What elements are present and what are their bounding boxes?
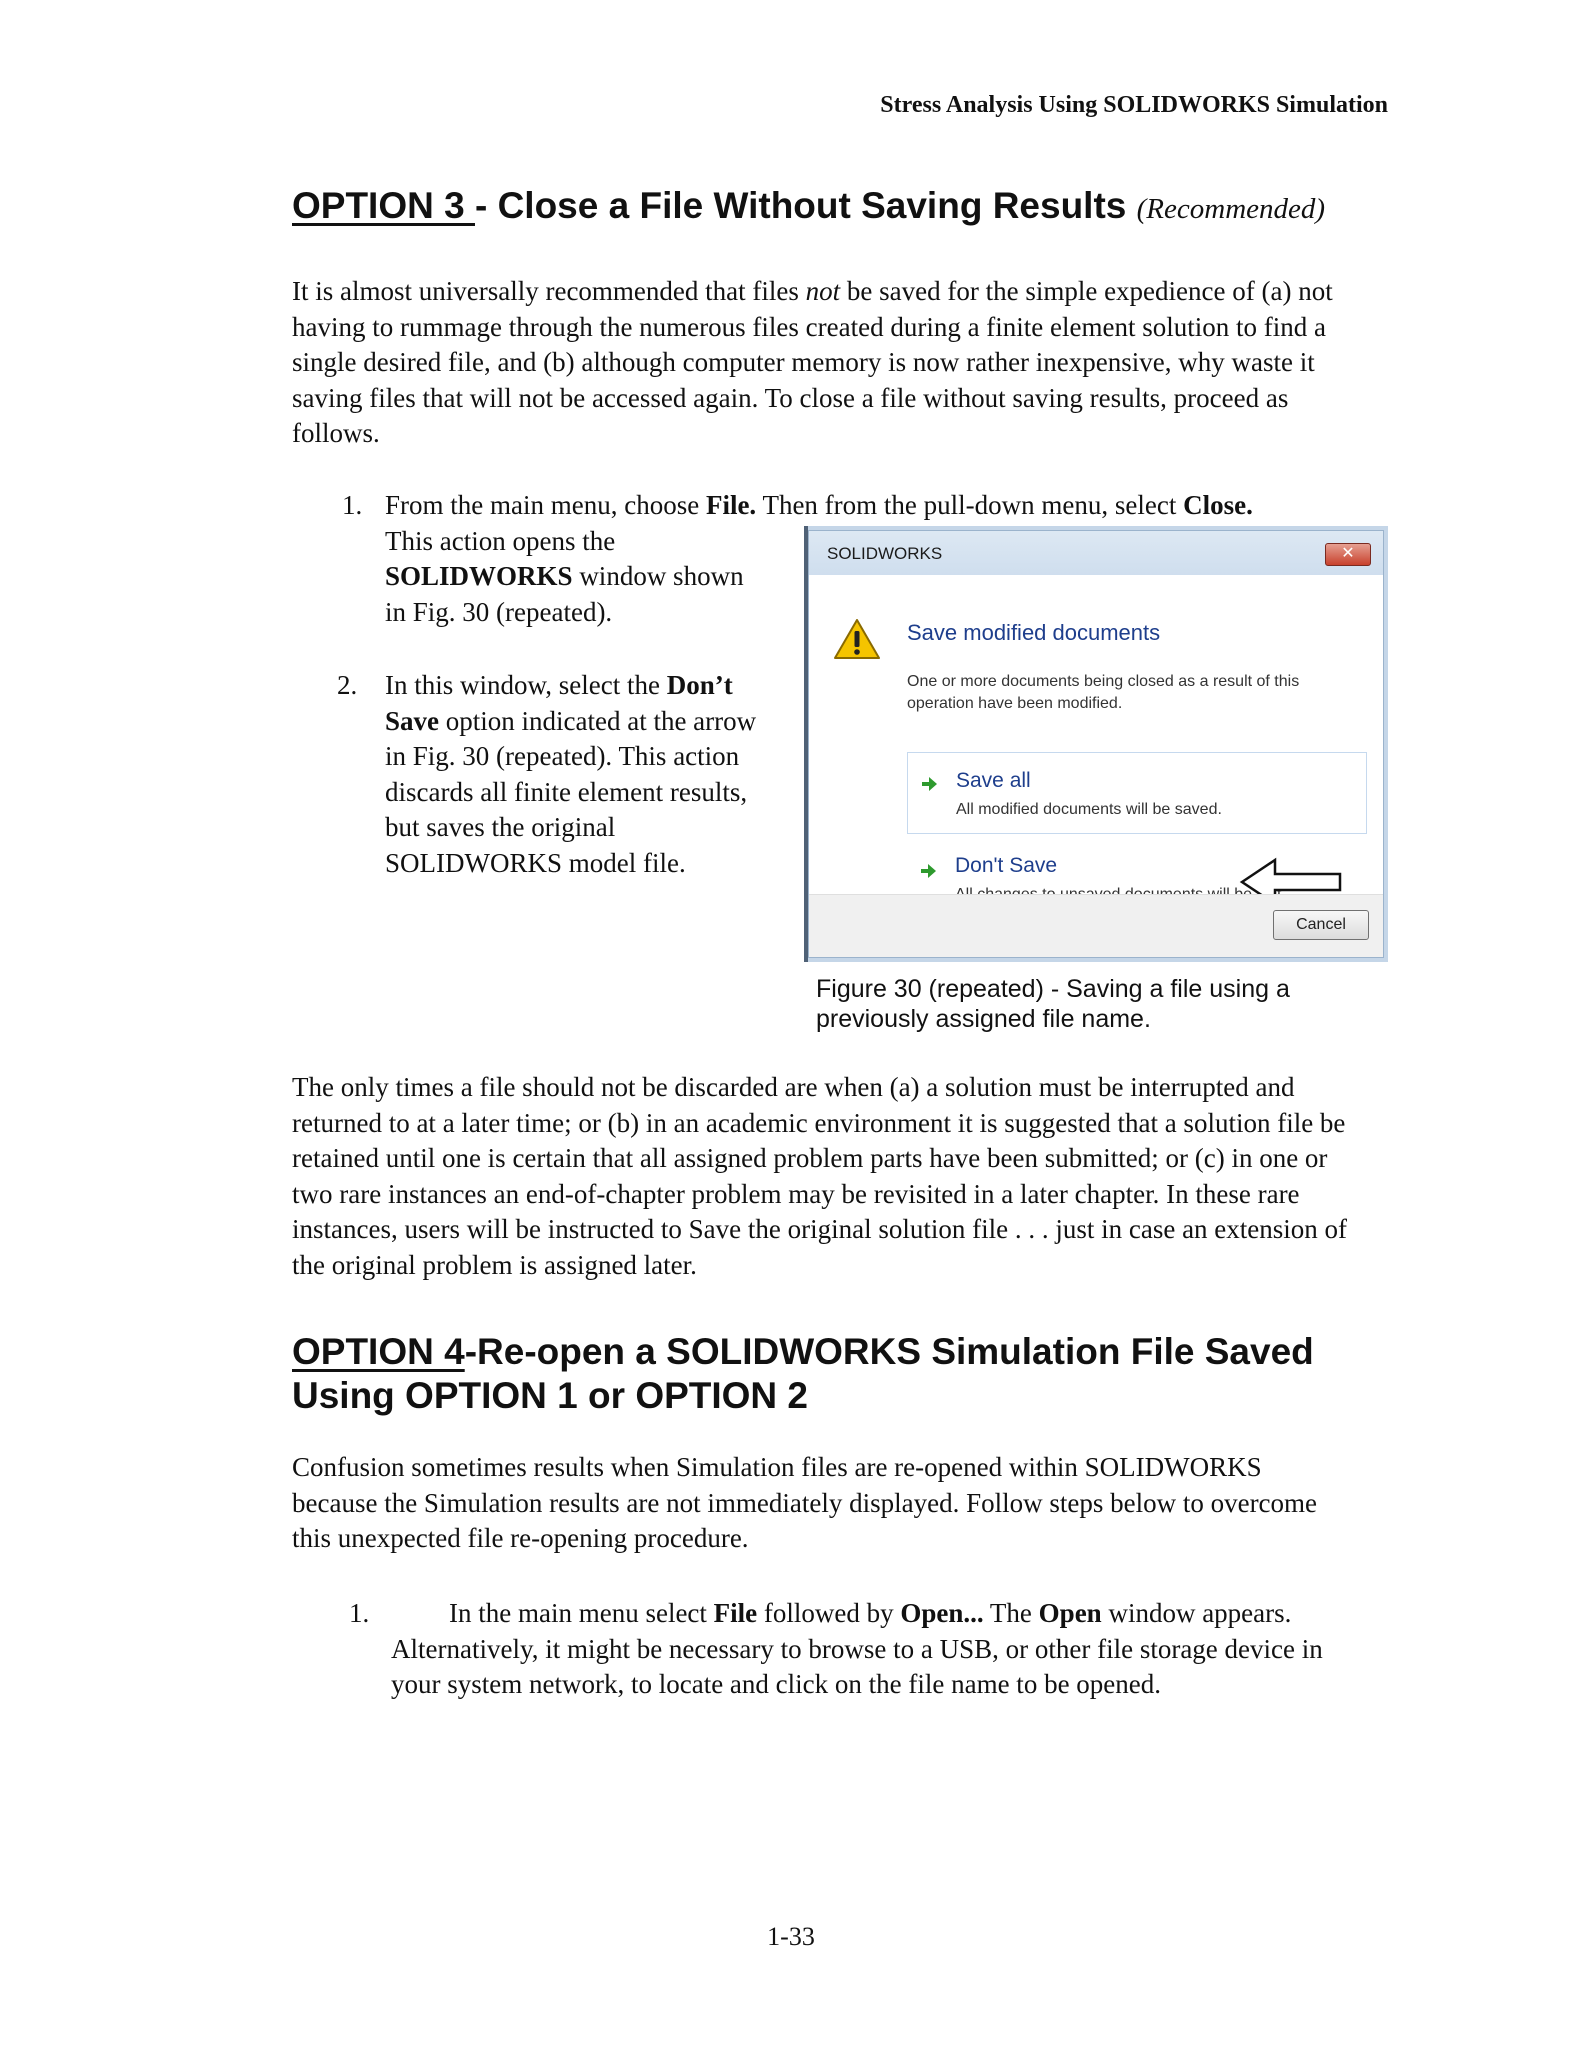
step-text: In this window, select the — [385, 670, 667, 700]
option3-label: OPTION 3 — [292, 185, 475, 226]
step-text: option indicated at the arrow in Fig. 30 (repeated). This action discards all finite element results, but saves the original SOLIDWORKS model file. — [385, 705, 757, 878]
save-all-title: Save all — [956, 769, 1031, 792]
intro-text-b: be saved for the simple expedience of (a) not having to rummage through the numerous files created during a finite element solution to find a single desired file, and (b) although computer memory is now rather inexpensive, why waste it saving files that will not be accessed again. To close a file without saving results, proceed as follows. — [292, 276, 1333, 448]
cancel-button[interactable]: Cancel — [1273, 910, 1369, 940]
dialog-message: One or more documents being closed as a result of this operation have been modified. — [907, 673, 1300, 712]
step-line — [385, 524, 765, 631]
step-bold: File — [713, 1598, 758, 1628]
green-arrow-icon — [919, 862, 937, 880]
close-icon: ✕ — [1341, 545, 1355, 562]
save-all-desc: All modified documents will be saved. — [956, 801, 1222, 818]
option4-label: OPTION 4 — [292, 1331, 465, 1372]
step-text: From the main menu, choose — [385, 490, 706, 520]
step-text: The — [983, 1598, 1039, 1628]
running-header: Stress Analysis Using SOLIDWORKS Simulation — [880, 92, 1388, 118]
dialog-footer — [809, 894, 1383, 957]
dialog-title: SOLIDWORKS — [827, 544, 943, 563]
dialog-heading: Save modified documents — [907, 620, 1161, 645]
step-text: window appears. Alternatively, it might be necessary to browse to a USB, or other file storage device in your system network, to locate and click on the file name to be opened. — [391, 1598, 1323, 1699]
dialog-titlebar — [809, 531, 1383, 575]
option3-tag: (Recommended) — [1136, 193, 1326, 225]
step-bold: Don’t Save — [385, 670, 733, 736]
step-line — [385, 488, 1342, 524]
step-bold: File. — [705, 490, 757, 520]
option3-title: - Close a File Without Saving Results — [474, 185, 1127, 226]
option3-heading — [292, 184, 1325, 228]
step-text: Then from the pull-down menu, select — [756, 490, 1184, 520]
step-number: 1. — [342, 490, 363, 520]
figure-caption: Figure 30 (repeated) - Saving a file using a previously assigned file name. — [816, 975, 1290, 1033]
step-number: 1. — [349, 1598, 370, 1628]
step-text: followed by — [757, 1598, 901, 1628]
close-button[interactable] — [1325, 543, 1371, 566]
step-bold: SOLIDWORKS — [385, 561, 573, 591]
step-body — [349, 1596, 1349, 1703]
intro-text-a: It is almost universally recommended that files — [292, 276, 806, 306]
step-number: 2. — [337, 670, 358, 700]
warning-icon — [833, 617, 881, 661]
option4-title: -Re-open a SOLIDWORKS Simulation File Saved Using OPTION 1 or OPTION 2 — [292, 1331, 1314, 1417]
intro-emphasis: not — [805, 276, 841, 306]
step-bold: Open... — [900, 1598, 984, 1628]
solidworks-save-dialog — [808, 530, 1384, 958]
save-all-option[interactable] — [907, 752, 1367, 834]
dont-save-title: Don't Save — [955, 854, 1058, 877]
step-text: This action opens the — [385, 525, 616, 556]
option4-intro: Confusion sometimes results when Simulation files are re-opened within SOLIDWORKS because the Simulation results are not immediately displayed. Follow steps below to overcome this unexpected file re-opening procedure. — [292, 1452, 1318, 1553]
green-arrow-icon — [920, 775, 938, 793]
step-text: In the main menu select — [449, 1598, 714, 1628]
option4-step-1 — [349, 1596, 1349, 1703]
step-bold: Close. — [1183, 490, 1253, 520]
step-text: window shown in Fig. 30 (repeated). — [385, 561, 744, 627]
option3-intro — [292, 274, 1352, 452]
page-number: 1-33 — [767, 1922, 815, 1951]
option4-heading — [292, 1330, 1372, 1419]
option3-step-2 — [337, 668, 757, 881]
step-bold: Open — [1038, 1598, 1102, 1628]
step-body — [385, 668, 757, 881]
option3-closing: The only times a file should not be discarded are when (a) a solution must be interrupted and returned to at a later time; or (b) in an academic environment it is suggested that a solution file be retained until one is certain that all assigned problem parts have been submitted; or (c) in one or two rare instances an end-of-chapter problem may be revisited in a later chapter. In these rare instances, users will be instructed to Save the original solution file . . . just in case an extension of the original problem is assigned later. — [292, 1072, 1348, 1280]
